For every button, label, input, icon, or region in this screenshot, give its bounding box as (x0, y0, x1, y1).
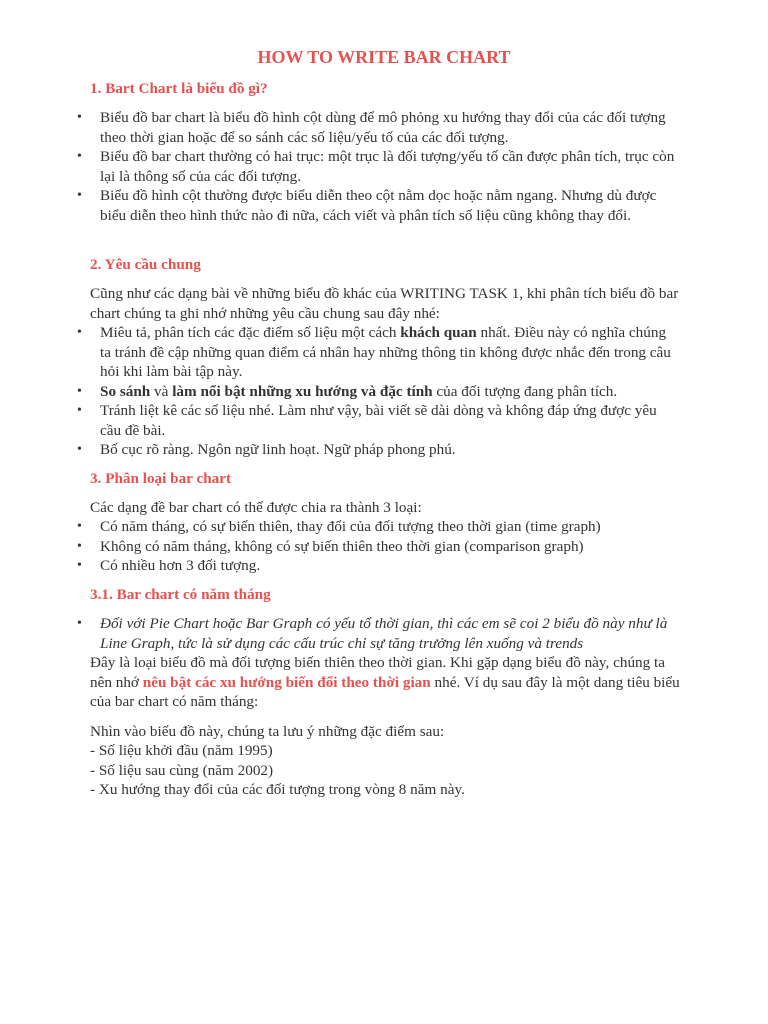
section-2-heading: 2. Yêu cầu chung (90, 256, 201, 273)
section-3-1-paragraph: Đây là loại biểu đồ mà đối tượng biến thiên theo thời gian. Khi gặp dạng biểu đồ này, chúng ta nên nhớ nêu bật các xu hướng biến đổi theo thời gian nhé. Ví dụ sau đây là một dang tiêu biểu của bar chart có năm tháng: (90, 654, 680, 710)
list-item: • Biểu đồ bar chart thường có hai trục: một trục là đối tượng/yếu tố cần được phân tích, trục còn lại là thông số của các đối tượng. (77, 148, 675, 185)
section-3-list (0, 517, 680, 576)
bullet-icon: • (77, 558, 82, 573)
list-item: • So sánh và làm nổi bật những xu hướng và đặc tính của đối tượng đang phân tích. (77, 382, 618, 400)
section-1-list (0, 108, 680, 225)
bullet-icon: • (77, 538, 82, 554)
bullet-icon: • (77, 110, 82, 125)
section-1-heading: 1. Bart Chart là biểu đồ gì? (90, 80, 268, 97)
bullet-icon: • (77, 188, 82, 203)
note-line: - Số liệu khởi đầu (năm 1995) (90, 742, 273, 759)
list-item: • Không có năm tháng, không có sự biến thiên theo thời gian (comparison graph) (77, 537, 584, 555)
bullet-icon: • (77, 403, 82, 418)
list-item: • Miêu tả, phân tích các đặc điểm số liệu một cách khách quan nhất. Điều này có nghĩa chúng ta tránh đề cập những quan điểm cá nhân hay những thông tin không được nhắc đến trong câu hỏi khi làm bài tập này. (77, 324, 671, 380)
section-3-intro: Các dạng đề bar chart có thể được chia ra thành 3 loại: (90, 499, 422, 516)
bullet-icon: • (77, 616, 82, 631)
bullet-icon: • (77, 325, 82, 340)
section-2-intro: Cũng như các dạng bài về những biểu đồ khác của WRITING TASK 1, khi phân tích biểu đồ bar chart chúng ta ghi nhớ những yêu cầu chung sau đây nhé: (90, 285, 679, 322)
list-item: • Đối với Pie Chart hoặc Bar Graph có yếu tố thời gian, thì các em sẽ coi 2 biểu đồ này như là Line Graph, tức là sử dụng các cấu trúc chỉ sự tăng trưởng lên xuống và trends (77, 615, 668, 652)
section-2-list (0, 323, 680, 460)
list-item: • Biểu đồ hình cột thường được biểu diễn theo cột nằm dọc hoặc nằm ngang. Nhưng dù được biểu diễn theo hình thức nào đi nữa, cách viết và phân tích số liệu cũng không thay đổi. (77, 187, 657, 224)
bullet-icon: • (77, 383, 82, 399)
bullet-icon: • (77, 442, 82, 457)
list-item: • Có năm tháng, có sự biến thiên, thay đổi của đối tượng theo thời gian (time graph) (77, 518, 601, 535)
bullet-icon: • (77, 149, 82, 164)
list-item: • Biểu đồ bar chart là biểu đồ hình cột dùng để mô phỏng xu hướng thay đổi của các đối tượng theo thời gian hoặc để so sánh các số liệu/yếu tố của các đối tượng. (77, 109, 666, 146)
section-3-1-list (0, 614, 680, 653)
note-line: - Số liệu sau cùng (năm 2002) (90, 762, 274, 779)
note-line: - Xu hướng thay đổi của các đối tượng trong vòng 8 năm này. (90, 781, 465, 798)
list-item: • Bố cục rõ ràng. Ngôn ngữ linh hoạt. Ngữ pháp phong phú. (77, 441, 456, 458)
document-title: HOW TO WRITE BAR CHART (257, 47, 511, 67)
bullet-icon: • (77, 519, 82, 534)
list-item: • Tránh liệt kê các số liệu nhé. Làm như vậy, bài viết sẽ dài dòng và không đáp ứng được yêu cầu đề bài. (77, 402, 657, 439)
section-3-heading: 3. Phân loại bar chart (90, 470, 232, 487)
section-3-1-heading: 3.1. Bar chart có năm tháng (90, 586, 271, 603)
list-item: • Có nhiều hơn 3 đối tượng. (77, 557, 261, 574)
notes-intro: Nhìn vào biểu đồ này, chúng ta lưu ý những đặc điểm sau: (90, 723, 445, 740)
